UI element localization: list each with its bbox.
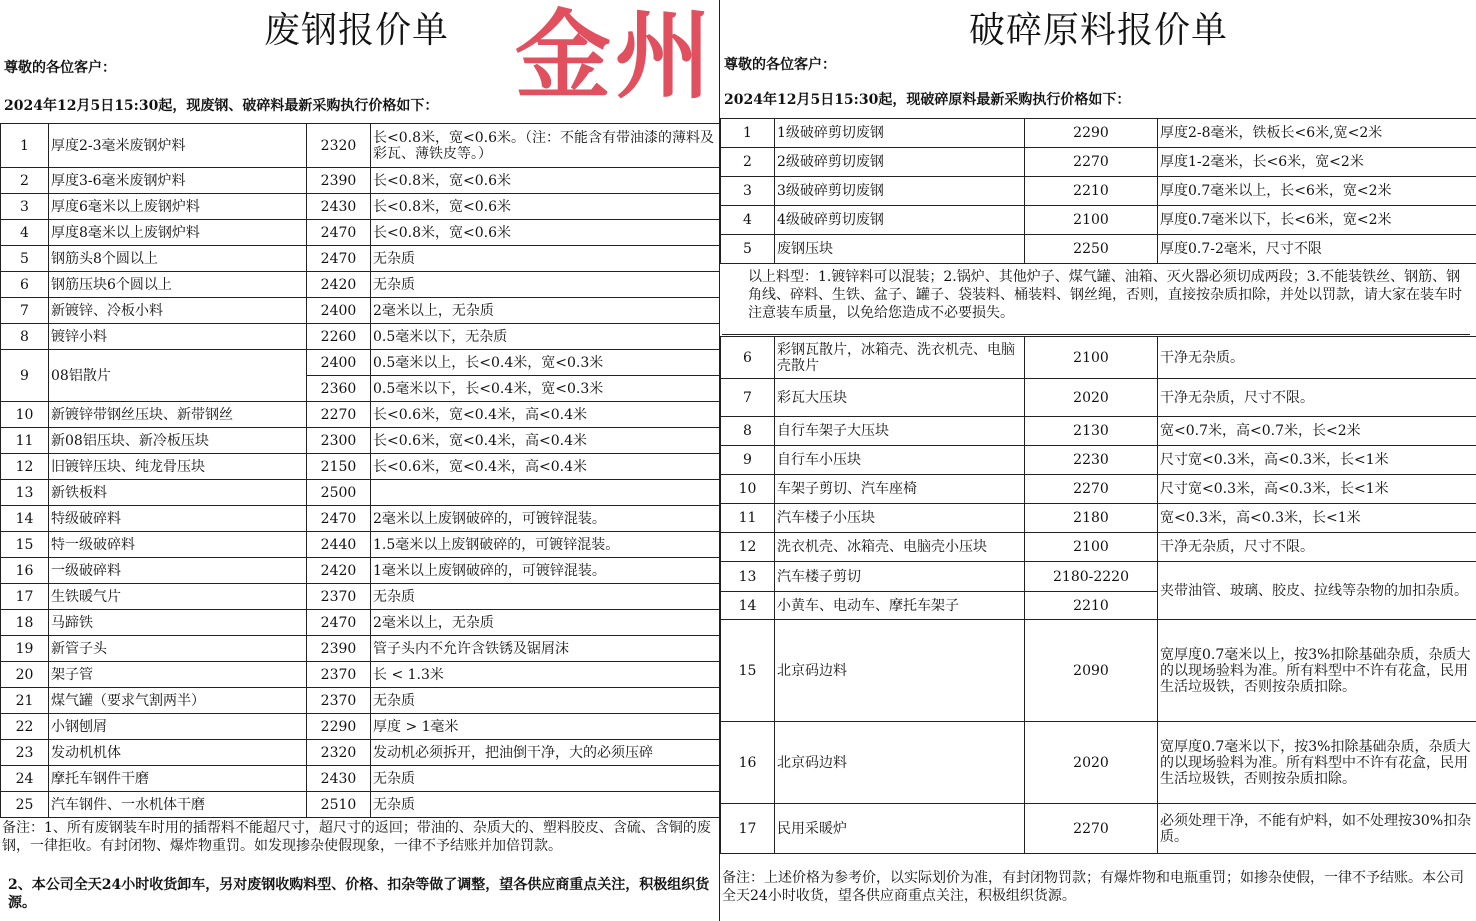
row-number: 6	[1, 272, 49, 298]
item-spec: 宽<0.3米，高<0.3米，长<1米	[1158, 504, 1476, 533]
row-number: 9	[1, 350, 49, 402]
item-name: 架子管	[49, 662, 307, 688]
row-number: 17	[1, 584, 49, 610]
item-spec: 0.5毫米以下，长<0.4米，宽<0.3米	[371, 376, 720, 402]
item-price: 2150	[307, 454, 371, 480]
item-spec: 厚度0.7-2毫米，尺寸不限	[1158, 235, 1476, 264]
watermark-logo: 金州	[515, 0, 715, 112]
item-price: 2420	[307, 558, 371, 584]
table-row	[721, 446, 1476, 475]
row-number: 2	[721, 148, 775, 177]
item-spec: 厚度2-8毫米，铁板长<6米,宽<2米	[1158, 119, 1476, 148]
item-spec: 0.5毫米以下，无杂质	[371, 324, 720, 350]
item-price: 2320	[307, 740, 371, 766]
row-number: 18	[1, 610, 49, 636]
item-price: 2260	[307, 324, 371, 350]
table-row	[721, 475, 1476, 504]
table-row	[1, 740, 720, 766]
table-row	[1, 610, 720, 636]
item-spec: 尺寸宽<0.3米，高<0.3米，长<1米	[1158, 475, 1476, 504]
item-price: 2420	[307, 272, 371, 298]
item-price: 2180	[1025, 504, 1158, 533]
item-name: 旧镀锌压块、纯龙骨压块	[49, 454, 307, 480]
footer-remark: 备注：上述价格为参考价，以实际划价为准，有封闭物罚款；有爆炸物和电瓶重罚；如掺杂使假，一律不予结账。本公司全天24小时收货，望各供应商重点关注，积极组织货源。	[722, 870, 1464, 904]
row-number: 9	[721, 446, 775, 475]
table-row	[1, 454, 720, 480]
row-number: 17	[721, 804, 775, 854]
row-number: 21	[1, 688, 49, 714]
item-price: 2290	[307, 714, 371, 740]
row-number: 10	[1, 402, 49, 428]
row-number: 4	[721, 206, 775, 235]
row-number: 4	[1, 220, 49, 246]
row-number: 14	[721, 592, 775, 620]
row-number: 12	[721, 533, 775, 562]
item-spec: 无杂质	[371, 792, 720, 818]
item-name: 特级破碎料	[49, 506, 307, 532]
item-spec: 长<0.6米，宽<0.4米，高<0.4米	[371, 454, 720, 480]
item-price: 2300	[307, 428, 371, 454]
item-spec: 厚度1-2毫米，长<6米，宽<2米	[1158, 148, 1476, 177]
item-price: 2100	[1025, 337, 1158, 379]
table-row	[721, 804, 1476, 854]
item-spec: 2毫米以上，无杂质	[371, 610, 720, 636]
table-row	[721, 148, 1476, 177]
item-spec: 宽<0.7米，高<0.7米，长<2米	[1158, 417, 1476, 446]
item-price: 2100	[1025, 533, 1158, 562]
item-price: 2210	[1025, 177, 1158, 206]
table-row	[1, 324, 720, 350]
remark-note-2: 2、本公司全天24小时收货卸车，另对废钢收购料型、价格、扣杂等做了调整，望各供应商重点关注，积极组织货源。	[8, 877, 710, 911]
row-number: 7	[721, 379, 775, 417]
table-row	[1, 532, 720, 558]
item-name: 厚度8毫米以上废钢炉料	[49, 220, 307, 246]
row-number: 13	[1, 480, 49, 506]
row-number: 11	[1, 428, 49, 454]
item-name: 发动机机体	[49, 740, 307, 766]
item-spec: 1.5毫米以上废钢破碎的，可镀锌混装。	[371, 532, 720, 558]
row-number: 5	[721, 235, 775, 264]
item-spec: 0.5毫米以上，长<0.4米，宽<0.3米	[371, 350, 720, 376]
item-name: 摩托车钢件干磨	[49, 766, 307, 792]
table-row	[1, 688, 720, 714]
row-number: 13	[721, 562, 775, 592]
item-price: 2320	[307, 124, 371, 168]
item-price: 2390	[307, 168, 371, 194]
table-row	[1, 506, 720, 532]
table-row	[1, 662, 720, 688]
row-number: 24	[1, 766, 49, 792]
item-spec: 长<0.8米，宽<0.6米	[371, 168, 720, 194]
table-row	[721, 177, 1476, 206]
item-price: 2510	[307, 792, 371, 818]
item-name: 08铝散片	[49, 350, 307, 402]
row-number: 25	[1, 792, 49, 818]
item-price: 2270	[307, 402, 371, 428]
item-price: 2290	[1025, 119, 1158, 148]
item-spec: 长<0.8米，宽<0.6米	[371, 194, 720, 220]
item-price: 2180-2220	[1025, 562, 1158, 592]
table-row	[1, 792, 720, 818]
item-name: 厚度6毫米以上废钢炉料	[49, 194, 307, 220]
table-row	[1, 246, 720, 272]
row-number: 12	[1, 454, 49, 480]
item-spec: 厚度 > 1毫米	[371, 714, 720, 740]
item-spec: 无杂质	[371, 584, 720, 610]
table-row	[1, 714, 720, 740]
table-row	[721, 504, 1476, 533]
table-row	[1, 766, 720, 792]
intro-text: 2024年12月5日15:30起，现废钢、破碎料最新采购执行价格如下：	[4, 98, 439, 114]
row-number: 5	[1, 246, 49, 272]
remark-note-1: 备注：1、所有废钢装车时用的插帮料不能超尺寸，超尺寸的返回；带油的、杂质大的、塑料胶皮、含硫、含铜的废钢，一律拒收。有封闭物、爆炸物重罚。如发现掺杂使假现象，一律不予结账并加倍罚款。	[2, 820, 711, 854]
item-spec: 干净无杂质。	[1158, 337, 1476, 379]
table-row	[1, 168, 720, 194]
table-row	[1, 194, 720, 220]
item-name: 彩钢瓦散片，冰箱壳、洗衣机壳、电脑壳散片	[775, 337, 1025, 379]
item-spec: 无杂质	[371, 688, 720, 714]
item-price: 2440	[307, 532, 371, 558]
item-name: 废钢压块	[775, 235, 1025, 264]
table-row	[721, 235, 1476, 264]
table-row	[1, 220, 720, 246]
item-name: 特一级破碎料	[49, 532, 307, 558]
item-price: 2430	[307, 766, 371, 792]
row-number: 2	[1, 168, 49, 194]
item-name: 4级破碎剪切废钢	[775, 206, 1025, 235]
table-row	[1, 402, 720, 428]
item-spec: 尺寸宽<0.3米，高<0.3米，长<1米	[1158, 446, 1476, 475]
item-spec: 2毫米以上废钢破碎的，可镀锌混装。	[371, 506, 720, 532]
item-name: 彩瓦大压块	[775, 379, 1025, 417]
item-spec: 无杂质	[371, 272, 720, 298]
row-number: 3	[721, 177, 775, 206]
item-name: 煤气罐（要求气割两半）	[49, 688, 307, 714]
intro-text: 2024年12月5日15:30起，现破碎原料最新采购执行价格如下：	[724, 92, 1131, 108]
row-number: 15	[721, 620, 775, 722]
item-spec: 夹带油管、玻璃、胶皮、拉线等杂物的加扣杂质。	[1158, 562, 1476, 620]
item-price: 2210	[1025, 592, 1158, 620]
item-price: 2100	[1025, 206, 1158, 235]
item-price: 2400	[307, 298, 371, 324]
item-name: 钢筋压块6个圆以上	[49, 272, 307, 298]
item-name: 2级破碎剪切废钢	[775, 148, 1025, 177]
item-price: 2020	[1025, 379, 1158, 417]
row-number: 20	[1, 662, 49, 688]
table-row	[1, 558, 720, 584]
item-price: 2270	[1025, 148, 1158, 177]
item-price: 2370	[307, 584, 371, 610]
shredded-price-table-b	[720, 336, 1476, 854]
item-price: 2500	[307, 480, 371, 506]
item-spec: 宽厚度0.7毫米以上，按3%扣除基础杂质，杂质大的以现场验料为准。所有料型中不许有花盒，民用生活垃圾铁，否则按杂质扣除。	[1158, 620, 1476, 722]
item-name: 民用采暖炉	[775, 804, 1025, 854]
item-name: 汽车楼子剪切	[775, 562, 1025, 592]
item-spec: 发动机必须拆开，把油倒干净，大的必须压碎	[371, 740, 720, 766]
item-price: 2390	[307, 636, 371, 662]
item-name: 钢筋头8个圆以上	[49, 246, 307, 272]
item-name: 马蹄铁	[49, 610, 307, 636]
item-spec: 长<0.6米，宽<0.4米，高<0.4米	[371, 428, 720, 454]
table-row	[721, 620, 1476, 722]
table-row	[1, 584, 720, 610]
item-spec: 长<0.8米，宽<0.6米	[371, 220, 720, 246]
row-number: 3	[1, 194, 49, 220]
item-name: 车架子剪切、汽车座椅	[775, 475, 1025, 504]
row-number: 16	[721, 722, 775, 804]
row-number: 8	[1, 324, 49, 350]
item-name: 新铁板料	[49, 480, 307, 506]
row-number: 1	[1, 124, 49, 168]
item-name: 新管子头	[49, 636, 307, 662]
item-spec	[371, 480, 720, 506]
item-price: 2090	[1025, 620, 1158, 722]
item-name: 镀锌小料	[49, 324, 307, 350]
table-row	[1, 124, 720, 168]
item-price: 2470	[307, 506, 371, 532]
row-number: 10	[721, 475, 775, 504]
item-price: 2020	[1025, 722, 1158, 804]
item-name: 一级破碎料	[49, 558, 307, 584]
item-price: 2400	[307, 350, 371, 376]
loading-rules-note: 以上料型：1.镀锌料可以混装；2.锅炉、其他炉子、煤气罐、油箱、灭火器必须切成两段；3.不能装铁丝、钢筋、钢角线、碎料、生铁、盆子、罐子、袋装料、桶装料、钢丝绳，否则，直接按杂质扣除，并处以罚款，请大家在装车时注意装车质量，以免给您造成不必要损失。	[722, 268, 1470, 335]
shredded-material-quote-panel	[719, 0, 1476, 921]
item-price: 2270	[1025, 475, 1158, 504]
item-price: 2250	[1025, 235, 1158, 264]
item-price: 2370	[307, 688, 371, 714]
table-row	[1, 350, 720, 376]
item-name: 新镀锌带钢丝压块、新带钢丝	[49, 402, 307, 428]
page-title: 废钢报价单	[264, 10, 450, 51]
item-price: 2430	[307, 194, 371, 220]
table-row	[721, 379, 1476, 417]
table-row	[1, 298, 720, 324]
item-name: 汽车钢件、一水机体干磨	[49, 792, 307, 818]
page-title: 破碎原料报价单	[968, 10, 1228, 51]
shredded-price-table-a	[720, 118, 1476, 264]
row-number: 7	[1, 298, 49, 324]
item-name: 汽车楼子小压块	[775, 504, 1025, 533]
greeting: 尊敬的各位客户：	[4, 60, 116, 76]
item-spec: 2毫米以上，无杂质	[371, 298, 720, 324]
item-spec: 必须处理干净，不能有炉料，如不处理按30%扣杂质。	[1158, 804, 1476, 854]
item-name: 新镀锌、冷板小料	[49, 298, 307, 324]
item-spec: 长 < 1.3米	[371, 662, 720, 688]
item-price: 2230	[1025, 446, 1158, 475]
item-spec: 长<0.8米，宽<0.6米。（注：不能含有带油漆的薄料及彩瓦、薄铁皮等。）	[371, 124, 720, 168]
item-name: 自行车架子大压块	[775, 417, 1025, 446]
item-name: 北京码边料	[775, 620, 1025, 722]
table-row	[1, 428, 720, 454]
item-spec: 长<0.6米，宽<0.4米，高<0.4米	[371, 402, 720, 428]
item-spec: 干净无杂质，尺寸不限。	[1158, 533, 1476, 562]
item-name: 小黄车、电动车、摩托车架子	[775, 592, 1025, 620]
table-row	[1, 636, 720, 662]
table-row	[721, 417, 1476, 446]
item-name: 小钢刨屑	[49, 714, 307, 740]
item-spec: 无杂质	[371, 766, 720, 792]
item-spec: 宽厚度0.7毫米以下，按3%扣除基础杂质，杂质大的以现场验料为准。所有料型中不许有花盒，民用生活垃圾铁，否则按杂质扣除。	[1158, 722, 1476, 804]
item-spec: 1毫米以上废钢破碎的，可镀锌混装。	[371, 558, 720, 584]
greeting: 尊敬的各位客户：	[724, 57, 836, 73]
table-row	[721, 206, 1476, 235]
row-number: 23	[1, 740, 49, 766]
item-name: 北京码边料	[775, 722, 1025, 804]
item-name: 自行车小压块	[775, 446, 1025, 475]
item-name: 洗衣机壳、冰箱壳、电脑壳小压块	[775, 533, 1025, 562]
row-number: 14	[1, 506, 49, 532]
item-price: 2470	[307, 246, 371, 272]
item-spec: 无杂质	[371, 246, 720, 272]
table-row	[721, 533, 1476, 562]
table-row	[721, 722, 1476, 804]
item-name: 生铁暖气片	[49, 584, 307, 610]
item-spec: 厚度0.7毫米以下，长<6米，宽<2米	[1158, 206, 1476, 235]
item-name: 厚度3-6毫米废钢炉料	[49, 168, 307, 194]
item-name: 1级破碎剪切废钢	[775, 119, 1025, 148]
scrap-steel-price-table	[0, 123, 719, 818]
row-number: 19	[1, 636, 49, 662]
item-price: 2270	[1025, 804, 1158, 854]
item-price: 2130	[1025, 417, 1158, 446]
item-spec: 厚度0.7毫米以上，长<6米，宽<2米	[1158, 177, 1476, 206]
row-number: 6	[721, 337, 775, 379]
row-number: 15	[1, 532, 49, 558]
item-name: 新08铝压块、新冷板压块	[49, 428, 307, 454]
table-row	[721, 562, 1476, 592]
table-row	[1, 272, 720, 298]
scrap-steel-quote-panel	[0, 0, 719, 921]
row-number: 16	[1, 558, 49, 584]
item-price: 2360	[307, 376, 371, 402]
item-spec: 管子头内不允许含铁锈及锯屑沫	[371, 636, 720, 662]
item-name: 3级破碎剪切废钢	[775, 177, 1025, 206]
table-row	[721, 119, 1476, 148]
item-spec: 干净无杂质，尺寸不限。	[1158, 379, 1476, 417]
row-number: 8	[721, 417, 775, 446]
item-name: 厚度2-3毫米废钢炉料	[49, 124, 307, 168]
item-price: 2370	[307, 662, 371, 688]
row-number: 22	[1, 714, 49, 740]
row-number: 11	[721, 504, 775, 533]
item-price: 2470	[307, 610, 371, 636]
row-number: 1	[721, 119, 775, 148]
table-row	[1, 480, 720, 506]
table-row	[721, 337, 1476, 379]
item-price: 2470	[307, 220, 371, 246]
